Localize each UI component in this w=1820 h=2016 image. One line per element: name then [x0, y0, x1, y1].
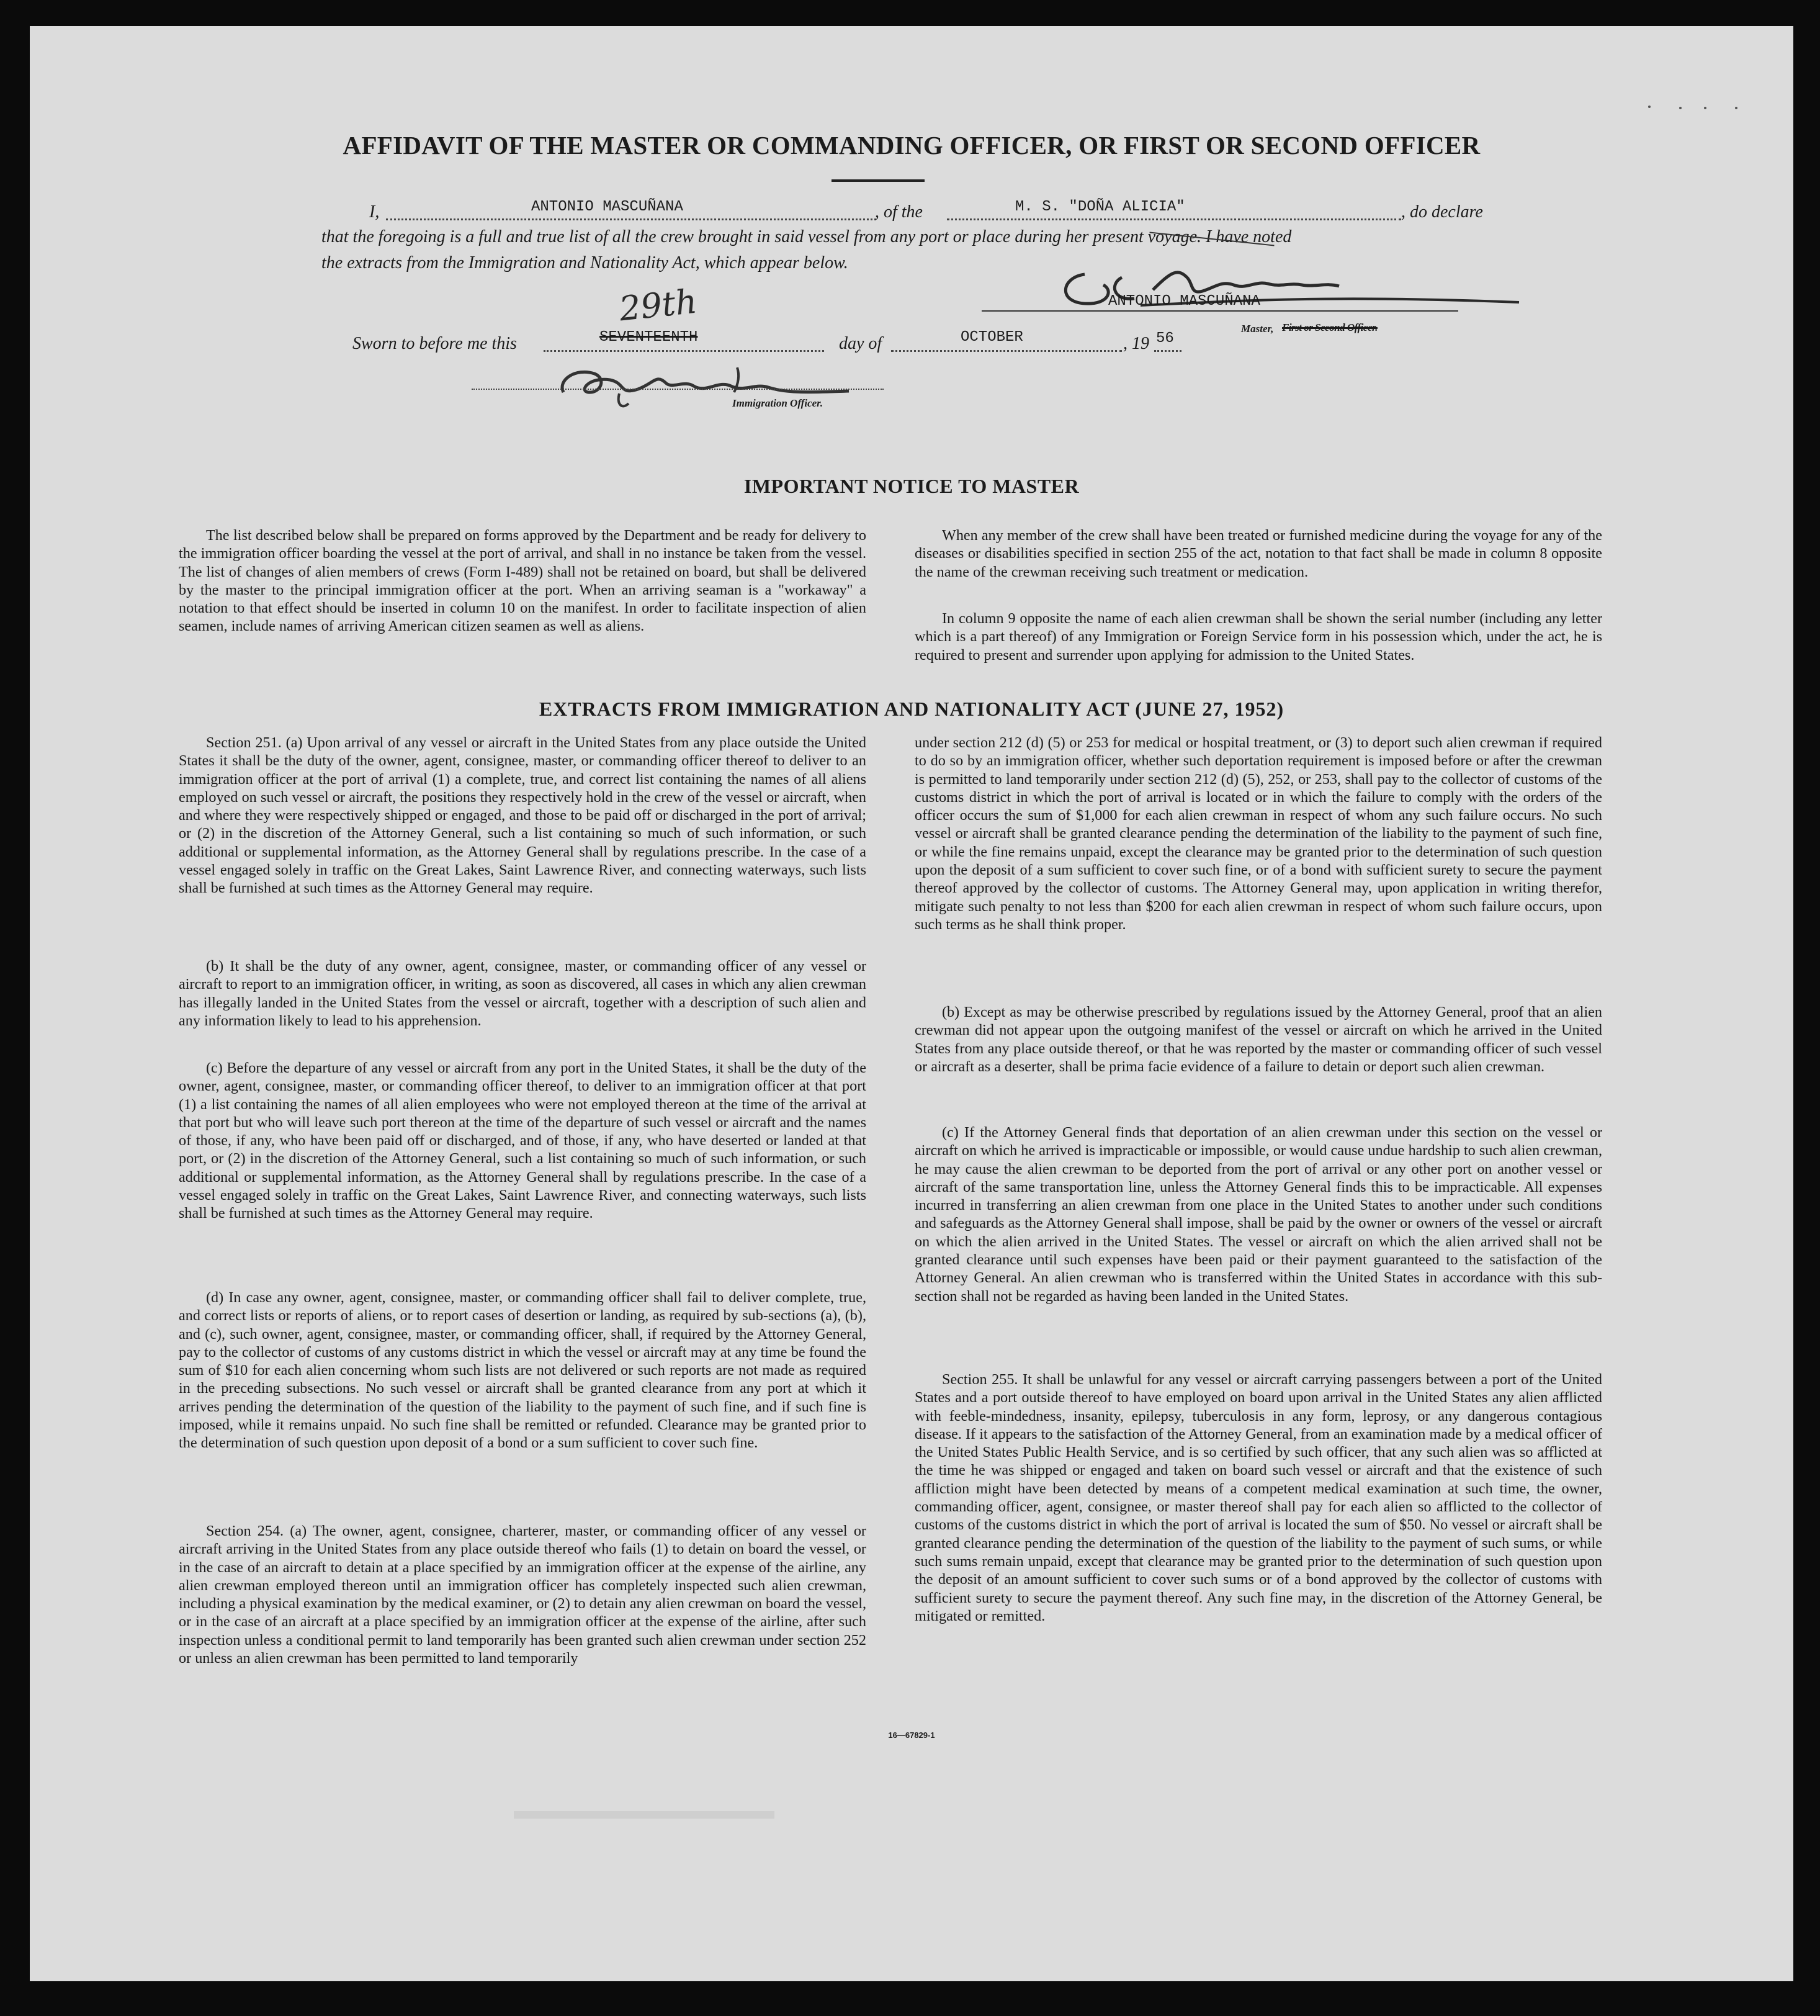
section-251-d: (d) In case any owner, agent, consignee, master, or commanding officer shall fail to deliver complete, true, and correct lists or reports of aliens, or to report cases of desertion or landing, as required by sub-sections (a), (b), and (c), such owner, agent, consignee, master, or commanding officer, shall, if required by the Attorney General, pay to the collector of customs of any customs district in which the vessel or aircraft may at any time be found the sum of $10 for each alien concerning whom such lists are not delivered or such reports are not made as required in the preceding subsections. No such vessel or aircraft shall be granted clearance from any port at which it arrives pending the determination of the question of the liability to the payment of such fine, and if such fine is imposed, while it remains unpaid. No such fine shall be remitted or refunded. Clearance may be granted prior to the determination of such question upon deposit of a bond or a sum sufficient to cover such fine.: [179, 1289, 866, 1452]
sworn-prefix: Sworn to before me this: [352, 334, 517, 353]
year-prefix: , 19: [1123, 334, 1149, 353]
day-of-label: day of: [839, 334, 882, 353]
notice-right-paragraph-2: In column 9 opposite the name of each alien crewman shall be shown the serial number (including any letter which is a part thereof) of any Immigration or Foreign Service form in his possession which, under the act, he is required to present and surrender upon applying for admission to the United States.: [915, 610, 1602, 664]
section-251-a: Section 251. (a) Upon arrival of any vessel or aircraft in the United States from any place outside the United States it shall be the duty of the owner, agent, consignee, master, or commanding officer thereof to deliver to an immigration officer at the port of arrival (1) a complete, true, and correct list containing the names of all aliens employed on such vessel or aircraft, the positions they respectively hold in the crew of the vessel or aircraft, when and where they were respectively shipped or engaged, and those to be paid off or discharged in the port of arrival; or (2) in the discretion of the Attorney General, such a list containing so much of such information, or such additional or supplemental information, as the Attorney General shall by regulations prescribe. In the case of a vessel engaged solely in traffic on the Great Lakes, Saint Lawrence River, and connecting waterways, such lists shall be furnished at such times as the Attorney General may require.: [179, 734, 866, 897]
affidavit-title: AFFIDAVIT OF THE MASTER OR COMMANDING OFFICER, OR FIRST OR SECOND OFFICER: [343, 131, 1481, 160]
form-code: 16—67829-1: [888, 1730, 935, 1740]
edge-specks: [1643, 101, 1742, 113]
month-line: [891, 350, 1122, 352]
month-value: OCTOBER: [961, 329, 1023, 346]
extracts-title: EXTRACTS FROM IMMIGRATION AND NATIONALITY ACT (JUNE 27, 1952): [539, 698, 1284, 720]
declaration-line-3: the extracts from the Immigration and Nationality Act, which appear below.: [321, 253, 848, 272]
section-251-b: (b) It shall be the duty of any owner, agent, consignee, master, or commanding officer of any vessel or aircraft to report to an immigration officer, in writing, as soon as discovered, all cases in which any alien crewman has illegally landed in the United States from the vessel or aircraft, together with a description of such alien and any information likely to lead to his apprehension.: [179, 958, 866, 1029]
officer-signature-line: [472, 389, 884, 390]
day-struck-value: SEVENTEENTH: [599, 329, 698, 346]
notice-right-paragraph-1: When any member of the crew shall have been treated or furnished medicine during the voyage for any of the diseases or disabilities specified in section 255 of the act, notation to that fact shall be made in column 8 opposite the name of the crewman receiving such treatment or medication.: [915, 527, 1602, 580]
section-255: Section 255. It shall be unlawful for any vessel or aircraft carrying passengers between a port of the United States and a port outside thereof to have employed on board upon arrival in the United States any alien afflicted with feeble-mindedness, insanity, epilepsy, tuberculosis in any form, leprosy, or any dangerous contagious disease. If it appears to the satisfaction of the Attorney General, from an examination made by a medical officer of the United States Public Health Service, and is so certified by such officer, that any such alien was so afflicted at the time he was shipped or engaged and taken on board such vessel or aircraft and that the existence of such affliction might have been detected by means of a competent medical examination at such time, the owner, commanding officer, agent, consignee, or master thereof shall pay for each alien so afflicted to the collector of customs of the customs district in which the port of arrival is located the sum of $50. No vessel or aircraft shall be granted clearance pending the determination of the question of the liability to the payment of such sums, or while such sums remain unpaid, except that clearance may be granted prior to the determination of such question upon the deposit of an amount sufficient to cover such sums or of a bond approved by the collector of customs with sufficient surety to secure the payment thereof. Any such fine may, in the discretion of the Attorney General, be mitigated or remitted.: [915, 1371, 1602, 1624]
year-line: [1154, 350, 1181, 352]
declaration-line-2: that the foregoing is a full and true list of all the crew brought in said vessel from any port or place during her present voyage. I have noted: [321, 227, 1292, 246]
vessel-name-value: M. S. "DOÑA ALICIA": [1015, 199, 1185, 215]
notice-title: IMPORTANT NOTICE TO MASTER: [743, 475, 1080, 497]
sworn-day-line: [544, 350, 824, 352]
vessel-line: [947, 218, 1401, 220]
section-254-c: (c) If the Attorney General finds that deportation of an alien crewman under this section on the vessel or aircraft on which he arrived is impracticable or impossible, or would cause undue hardship to such alien crewman, he may cause the alien crewman to be deported from the port of arrival or any other port on another vessel or aircraft of the same transportation line, unless the Attorney General finds this to be impracticable. All expenses incurred in transferring an alien crewman from one place in the United States to another under such conditions and safeguards as the Attorney General shall impose, shall be paid by the owner or owners of the vessel or aircraft on which the alien arrived in the United States. The vessel or aircraft on which the alien arrived shall not be granted clearance until such expenses have been paid or their payment guaranteed to the satisfaction of the Attorney General. An alien crewman who is transferred within the United States in accordance with this sub-section shall not be regarded as having been landed in the United States.: [915, 1124, 1602, 1305]
year-value: 56: [1156, 330, 1174, 347]
do-declare-label: , do declare: [1401, 202, 1483, 222]
master-name-line: [386, 218, 876, 220]
section-251-c: (c) Before the departure of any vessel or aircraft from any port in the United States, it shall be the duty of the owner, agent, consignee, master, or commanding officer thereof, to deliver to an immigration officer at that port (1) a list containing the names of all alien employees who were not employed thereon at the time of the arrival at that port but who will leave such port thereon at the time of the departure of such vessel or aircraft and the names of those, if any, who have been paid off or discharged, and of those, if any, who have deserted or landed at that port, or (2) in the discretion of the Attorney General, such a list containing so much of such information, or such additional or supplemental information, as the Attorney General shall by regulations prescribe. In the case of a vessel engaged solely in traffic on the Great Lakes, Saint Lawrence River, and connecting waterways, such lists shall be furnished at such times as the Attorney General may require.: [179, 1060, 866, 1222]
master-signature-line: [982, 310, 1458, 312]
document-page: [30, 26, 1793, 1981]
struck-officer-title: First or Second Officer.: [1282, 322, 1378, 333]
title-rule: [832, 179, 925, 182]
officer-signature: [551, 355, 874, 411]
officer-label: Immigration Officer.: [732, 397, 823, 409]
day-handwritten: 29th: [617, 281, 699, 329]
master-signature-name: ANTONIO MASCUÑANA: [1108, 293, 1260, 310]
declaration-prefix: I,: [369, 202, 380, 222]
section-254-b: (b) Except as may be otherwise prescribed by regulations issued by the Attorney General, proof that an alien crewman did not appear upon the outgoing manifest of the vessel or aircraft on which he arrived in the United States from any place outside thereof, or that he was reported by the master or commanding officer of such vessel or aircraft as a deserter, shall be prima facie evidence of a failure to detain or deport such alien crewman.: [915, 1004, 1602, 1075]
master-label: Master,: [1241, 323, 1274, 335]
notice-left-paragraph: The list described below shall be prepared on forms approved by the Department and be ready for delivery to the immigration officer boarding the vessel at the port of arrival, and shall in no instance be taken from the vessel. The list of changes of alien members of crews (Form I-489) shall not be retained on board, but shall be delivered by the master to the principal immigration officer at the port. When an arriving seaman is a "workaway" a notation to that effect should be inserted in column 10 on the manifest. In order to facilitate inspection of alien seamen, include names of arriving American citizen seamen as well as aliens.: [179, 527, 866, 635]
master-signature: [1047, 246, 1482, 327]
of-the-label: , of the: [875, 202, 923, 222]
master-name-value: ANTONIO MASCUÑANA: [531, 199, 683, 215]
section-254-a-continued: under section 212 (d) (5) or 253 for medical or hospital treatment, or (3) to deport such alien crewman if required to do so by an immigration officer, whether such deportation requirement is imposed before or after the crewman is permitted to land temporarily under section 212 (d) (5), 252, or 253, shall pay to the collector of customs of the customs district in which the port of arrival is located or in which the failure to comply with the orders of the officer occurs the sum of $1,000 for each alien crewman in respect of whom any such failure occurs. No such vessel or aircraft shall be granted clearance pending the determination of the liability to the payment of such fine, or while the fine remains unpaid, except the clearance may be granted prior to the determination of such question upon the deposit of a sum sufficient to cover such fine, or of a bond with sufficient surety to secure the payment thereof approved by the collector of customs. The Attorney General may, upon application in writing therefor, mitigate such penalty to not less than $200 for each alien crewman in respect of whom such failure occurs, upon such terms as he shall think proper.: [915, 734, 1602, 933]
section-254-a: Section 254. (a) The owner, agent, consignee, charterer, master, or commanding officer of any vessel or aircraft arriving in the United States from any place outside thereof who fails (1) to detain on board the vessel, or in the case of an aircraft to detain at a place specified by an immigration officer at the expense of the airline, any alien crewman employed thereon until an immigration officer has completely inspected such alien crewman, including a physical examination by the medical examiner, or (2) to detain any alien crewman on board the vessel, or in the case of an aircraft at a place specified by an immigration officer at the expense of the airline, after such inspection unless a conditional permit to land temporarily has been granted such alien crewman under section 252 or unless an alien crewman has been permitted to land temporarily: [179, 1523, 866, 1667]
faded-stamp-mark: [514, 1805, 774, 1826]
